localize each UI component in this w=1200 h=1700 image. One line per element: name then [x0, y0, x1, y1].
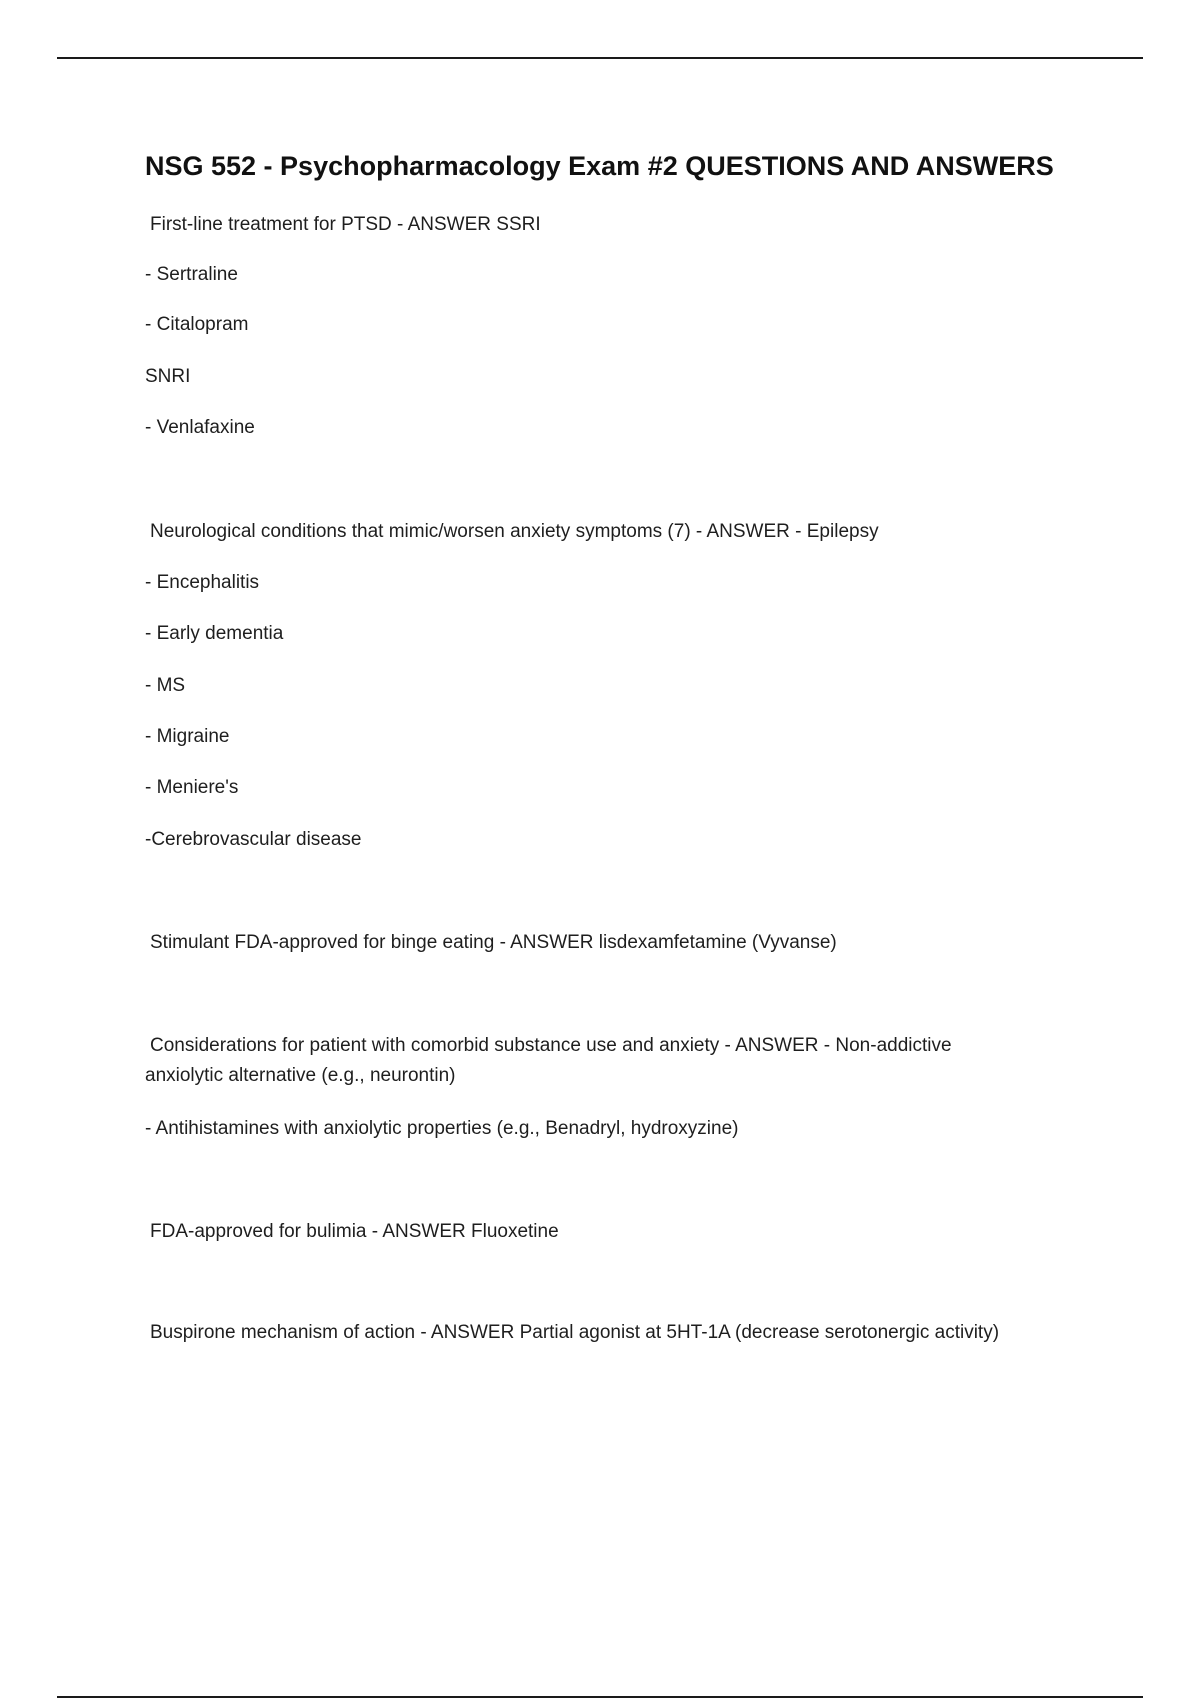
qa-answer-line: - MS [145, 675, 186, 696]
qa-answer-line: - Early dementia [145, 623, 284, 644]
qa-question: Buspirone mechanism of action - ANSWER Partial agonist at 5HT-1A (decrease serotonergic activity) [150, 1322, 1000, 1343]
qa-answer-line: - Citalopram [145, 314, 249, 335]
qa-question: First-line treatment for PTSD - ANSWER SSRI [150, 214, 541, 235]
qa-answer-line: - Antihistamines with anxiolytic properties (e.g., Benadryl, hydroxyzine) [145, 1118, 739, 1139]
qa-question: FDA-approved for bulimia - ANSWER Fluoxetine [150, 1221, 559, 1242]
qa-answer-line: SNRI [145, 366, 191, 387]
qa-answer-line: -Cerebrovascular disease [145, 829, 362, 850]
footer-rule [57, 1696, 1143, 1698]
qa-question: Stimulant FDA-approved for binge eating - ANSWER lisdexamfetamine (Vyvanse) [150, 932, 837, 953]
qa-question: Neurological conditions that mimic/worsen anxiety symptoms (7) - ANSWER - Epilepsy [150, 521, 879, 542]
qa-answer-line: - Migraine [145, 726, 230, 747]
header-rule [57, 57, 1143, 59]
qa-answer-line: - Meniere's [145, 777, 239, 798]
qa-question: Considerations for patient with comorbid substance use and anxiety - ANSWER - Non-addictive anxiolytic alternative (e.g., neurontin) [145, 1035, 952, 1086]
qa-answer-line: - Encephalitis [145, 572, 260, 593]
document-title: NSG 552 - Psychopharmacology Exam #2 QUESTIONS AND ANSWERS [145, 151, 1054, 181]
qa-answer-line: - Venlafaxine [145, 417, 255, 438]
qa-answer-line: - Sertraline [145, 264, 238, 285]
